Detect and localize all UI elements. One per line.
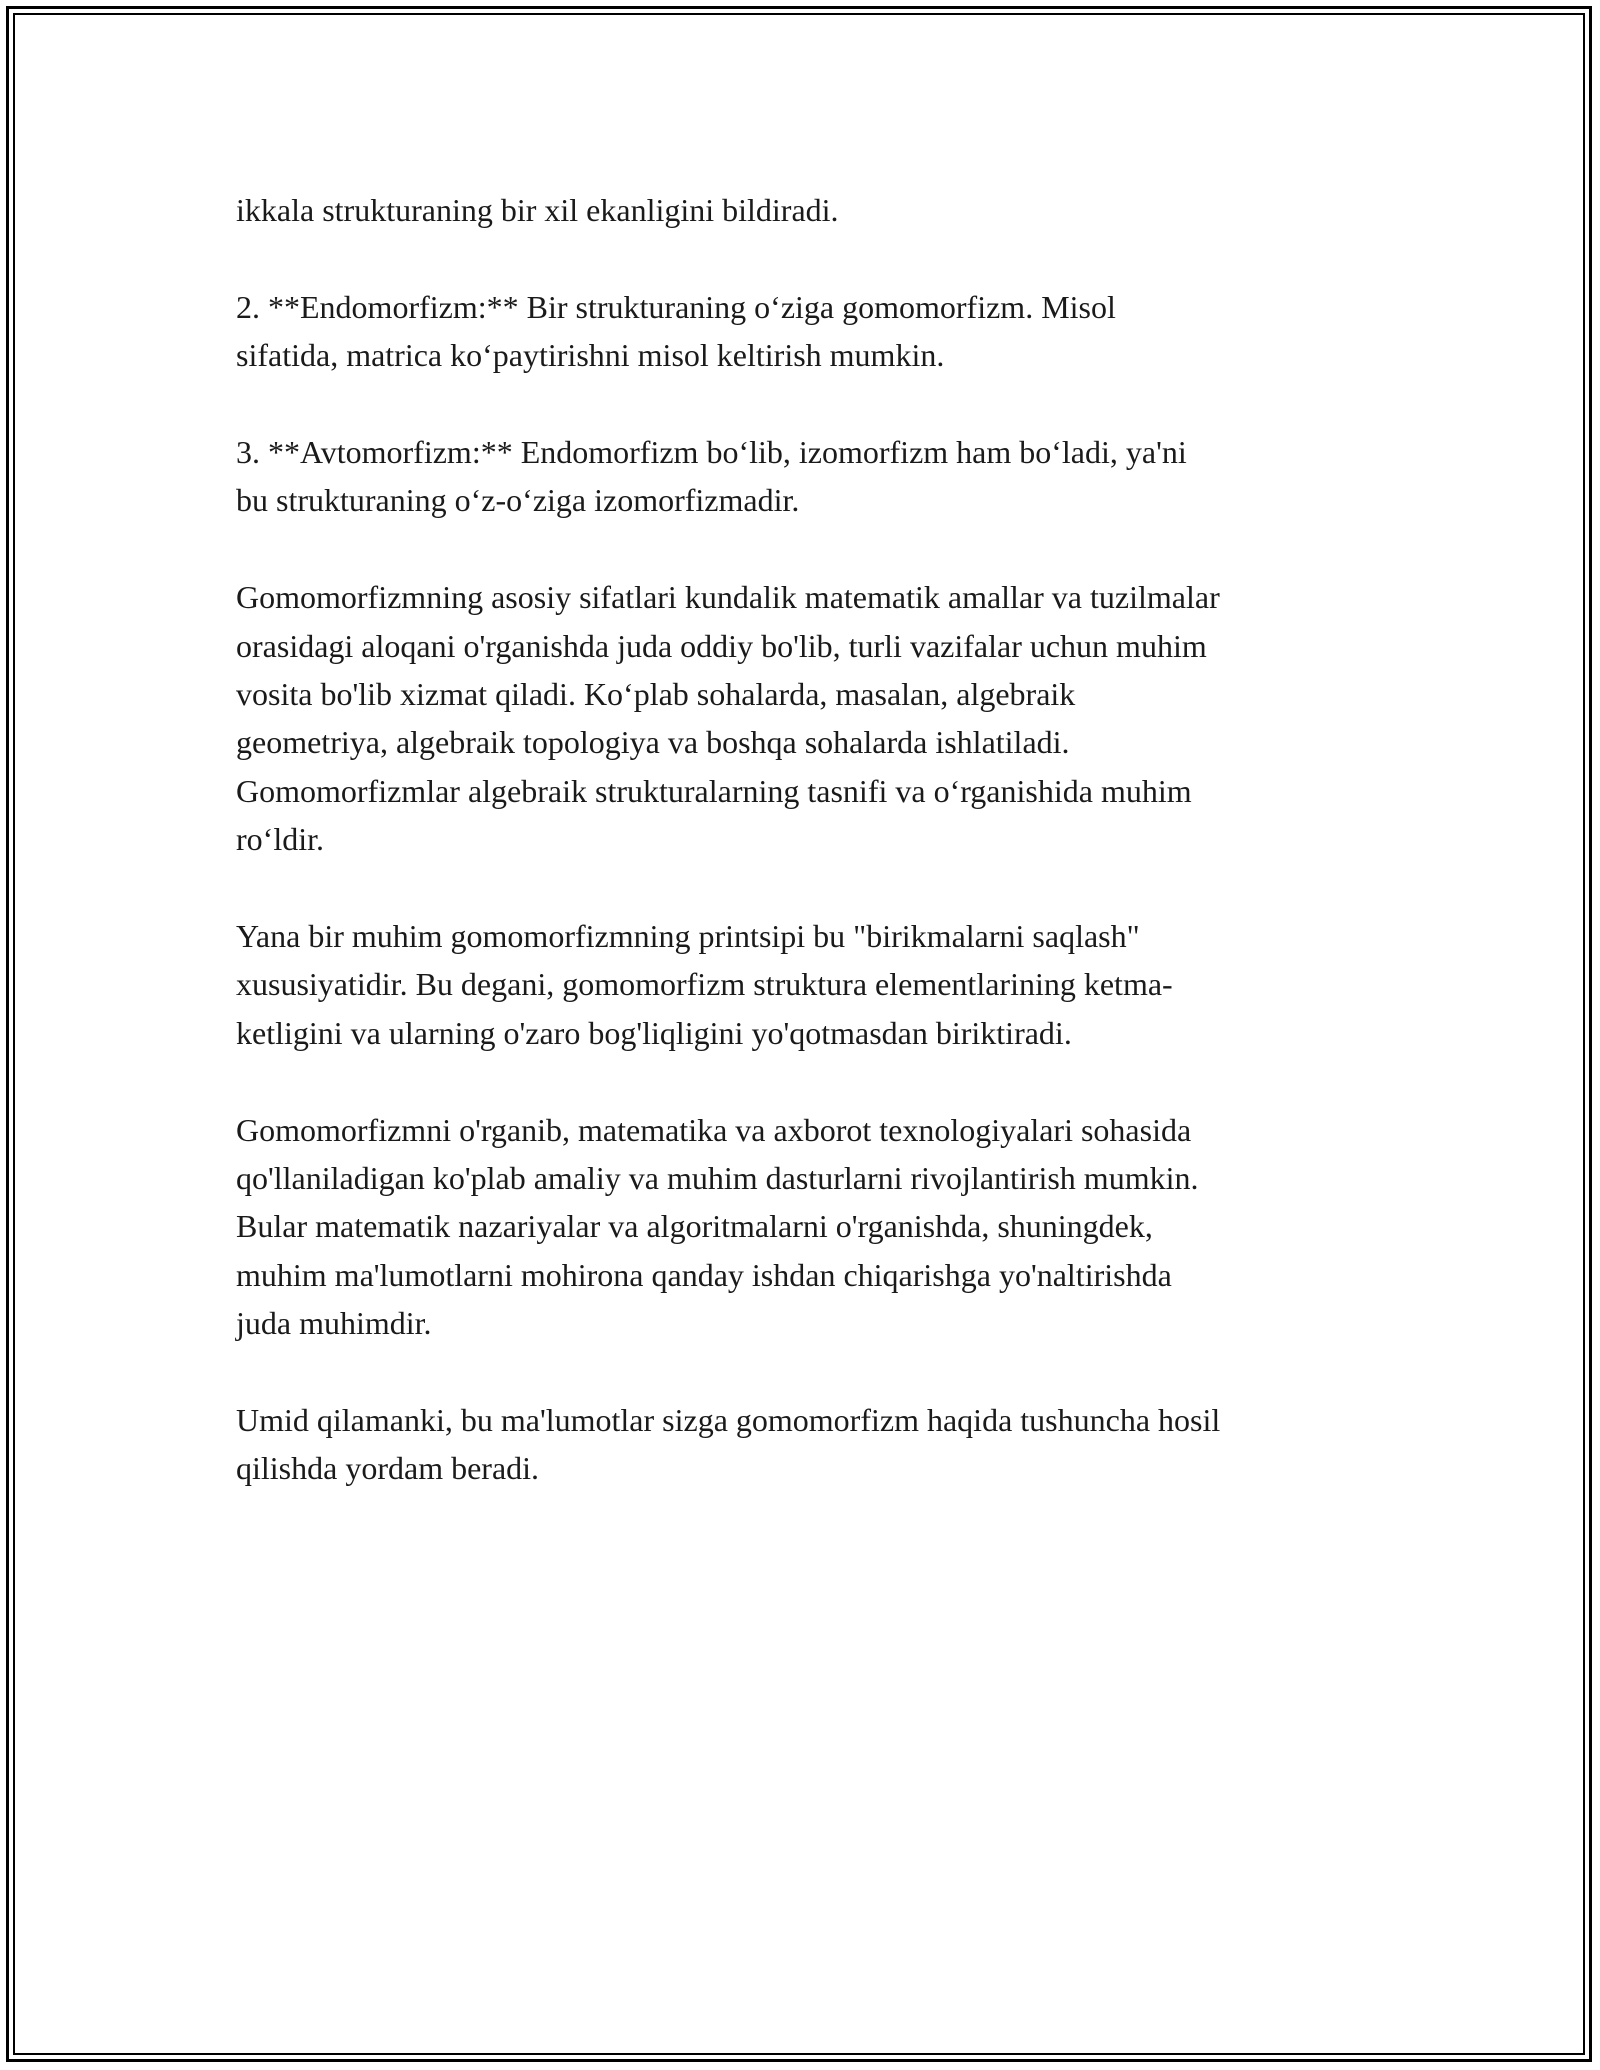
document-body: [236, 186, 1376, 1541]
paragraph-continuation: ikkala strukturaning bir xil ekanligini bildiradi.: [236, 192, 839, 228]
paragraph-closing: Umid qilamanki, bu ma'lumotlar sizga gomomorfizm haqida tushuncha hosil qilishda yordam beradi.: [236, 1402, 1221, 1487]
paragraph-avtomorfizm: 3. **Avtomorfizm:** Endomorfizm bo‘lib, izomorfizm ham bo‘ladi, ya'ni bu strukturaning o‘z-o‘ziga izomorfizmadir.: [236, 434, 1187, 519]
paragraph-applications: Gomomorfizmni o'rganib, matematika va axborot texnologiyalari sohasida qo'llaniladigan ko'plab amaliy va muhim dasturlarni rivojlantirish mumkin. Bular matematik nazariyalar va algoritmalarni o'rganishda, shuningdek, muhim ma'lumotlarni mohirona qanday ishdan chiqarishga yo'naltirishda juda muhimdir.: [236, 1111, 1199, 1342]
paragraph-endomorfizm: 2. **Endomorfizm:** Bir strukturaning o‘ziga gomomorfizm. Misol sifatida, matrica ko‘paytirishni misol keltirish mumkin.: [236, 288, 1116, 374]
paragraph-properties: Gomomorfizmning asosiy sifatlari kundalik matematik amallar va tuzilmalar orasidagi aloqani o'rganishda juda oddiy bo'lib, turli vazifalar uchun muhim vosita bo'lib xizmat qiladi. Ko‘plab sohalarda, masalan, algebraik geometriya, algebraik topologiya va boshqa sohalarda ishlatiladi. Gomomorfizmlar algebraik strukturalarning tasnifi va o‘rganishida muhim ro‘ldir.: [236, 579, 1220, 858]
paragraph-principle: Yana bir muhim gomomorfizmning printsipi bu "birikmalarni saqlash" xususiyatidir. Bu degani, gomomorfizm struktura elementlarining ketma- ketligini va ularning o'zaro bog'liqligini yo'qotmasdan biriktiradi.: [236, 918, 1173, 1051]
